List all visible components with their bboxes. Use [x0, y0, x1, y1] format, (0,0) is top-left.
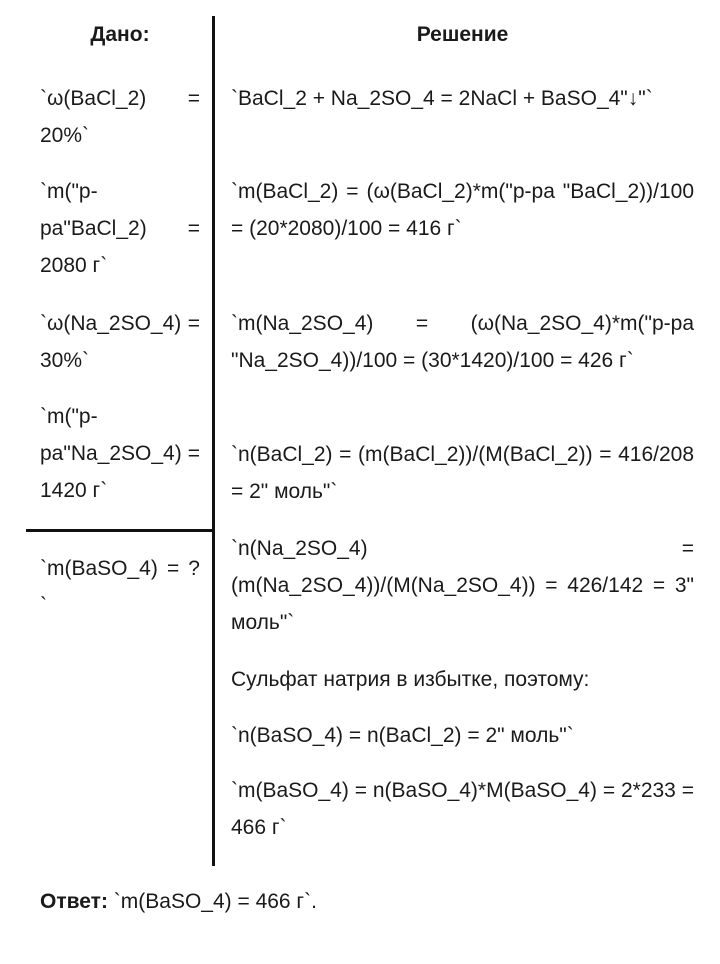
given-find-divider	[26, 529, 214, 532]
given-item: `m("р-ра"BaCl_2) = 2080 г`	[40, 180, 200, 277]
given-item: `ω(BaCl_2) = 20%`	[40, 87, 200, 147]
find-item: `m(BaSO_4) = ?`	[40, 557, 200, 617]
solution-step: `n(Na_2SO_4) = (m(Na_2SO_4))/(M(Na_2SO_4)) = 426/142 = 3" моль"`	[231, 537, 694, 634]
given-heading: Дано:	[90, 23, 150, 46]
solution-step: `m(Na_2SO_4) = (ω(Na_2SO_4)*m("р-ра "Na_2SO_4))/100 = (30*1420)/100 = 426 г`	[231, 312, 694, 372]
solution-step: `n(BaSO_4) = n(BaCl_2) = 2" моль"`	[231, 724, 574, 747]
vertical-divider	[212, 16, 215, 866]
solution-step: `m(BaSO_4) = n(BaSO_4)*M(BaSO_4) = 2*233 = 466 г`	[231, 779, 694, 839]
given-item: `ω(Na_2SO_4) = 30%`	[40, 312, 200, 372]
solution-heading: Решение	[416, 23, 509, 46]
reaction-equation: `BaCl_2 + Na_2SO_4 = 2NaCl + BaSO_4"↓"`	[231, 87, 653, 110]
answer-text: `m(BaSO_4) = 466 г`.	[107, 890, 317, 913]
answer-label: Ответ:	[40, 890, 108, 913]
solution-step: `m(BaCl_2) = (ω(BaCl_2)*m("р-ра "BaCl_2))/100 = (20*2080)/100 = 416 г`	[231, 180, 694, 240]
solution-note: Сульфат натрия в избытке, поэтому:	[231, 668, 590, 691]
given-item: `m("р-ра"Na_2SO_4) = 1420 г`	[40, 405, 200, 502]
answer-line	[40, 883, 700, 920]
solution-step: `n(BaCl_2) = (m(BaCl_2))/(M(BaCl_2)) = 416/208 = 2" моль"`	[231, 443, 694, 503]
